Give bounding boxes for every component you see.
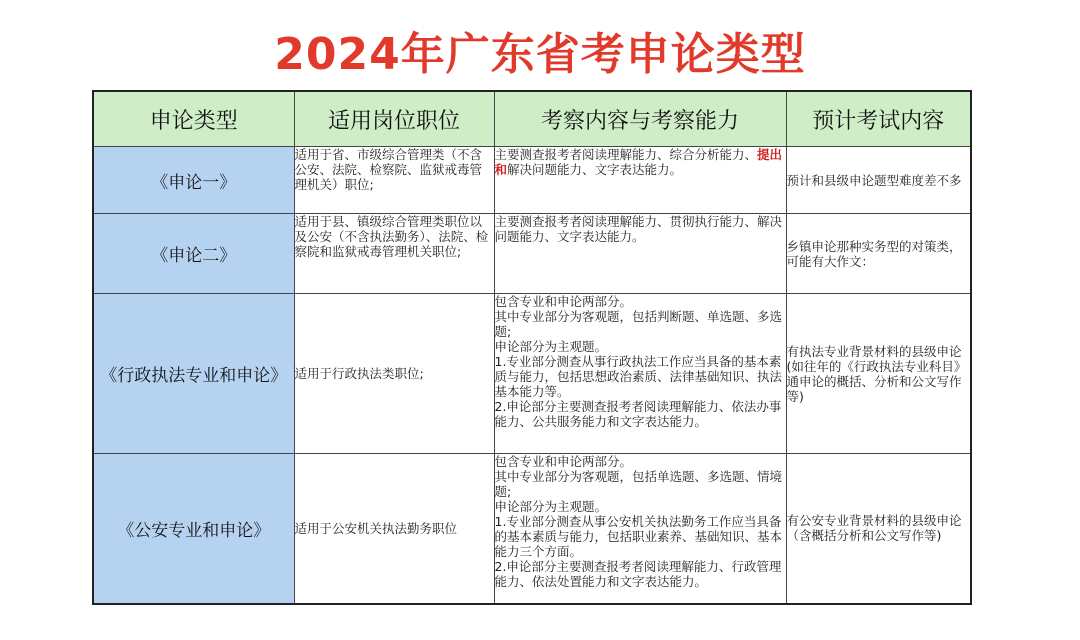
expected-cell: 有执法专业背景材料的县级申论(如往年的《行政执法专业科目》通申论的概括、分析和公文写作等) (786, 294, 971, 454)
content-cell (494, 147, 786, 214)
table-row (93, 294, 971, 454)
content-line: 包含专业和申论两部分。 (494, 294, 633, 309)
exam-type-table (92, 90, 972, 605)
exam-type-cell: 《公安专业和申论》 (93, 454, 294, 604)
content-cell: 主要测查报考者阅读理解能力、贯彻执行能力、解决问题能力、文字表达能力。 (494, 214, 786, 294)
content-line: 申论部分为主观题。 (494, 499, 608, 514)
header-expected-content: 预计考试内容 (786, 91, 971, 147)
page-title: 2024年广东省考申论类型 (274, 29, 806, 80)
content-line: 2.申论部分主要测查报考者阅读理解能力、行政管理能力、依法处置能力和文字表达能力。 (494, 559, 782, 589)
header-exam-type: 申论类型 (93, 91, 294, 147)
table-header-row (93, 91, 971, 147)
content-text: 主要测查报考者阅读理解能力、综合分析能力、 (494, 147, 758, 162)
table-row (93, 214, 971, 294)
header-positions: 适用岗位职位 (294, 91, 494, 147)
expected-cell: 预计和县级申论题型难度差不多 (786, 147, 971, 214)
positions-cell: 适用于省、市级综合管理类（不含公安、法院、检察院、监狱戒毒管理机关）职位; (294, 147, 494, 214)
positions-cell: 适用于行政执法类职位; (294, 294, 494, 454)
exam-type-cell: 《申论二》 (93, 214, 294, 294)
positions-cell: 适用于公安机关执法勤务职位 (294, 454, 494, 604)
exam-type-cell: 《行政执法专业和申论》 (93, 294, 294, 454)
content-highlight: 提出和 (494, 147, 783, 177)
content-cell (494, 294, 786, 454)
content-text: 解决问题能力、文字表达能力。 (507, 162, 683, 177)
content-line: 申论部分为主观题。 (494, 339, 608, 354)
content-line: 包含专业和申论两部分。 (494, 454, 633, 469)
content-line: 2.申论部分主要测查报考者阅读理解能力、依法办事能力、公共服务能力和文字表达能力。 (494, 399, 782, 429)
content-line: 1.专业部分测查从事行政执法工作应当具备的基本素质与能力，包括思想政治素质、法律基础知识、执法基本能力等。 (494, 354, 783, 399)
table-row (93, 454, 971, 604)
header-content-ability: 考察内容与考察能力 (494, 91, 786, 147)
expected-cell: 有公安专业背景材料的县级申论（含概括分析和公文写作等) (786, 454, 971, 604)
table-row (93, 147, 971, 214)
content-line: 其中专业部分为客观题，包括判断题、单选题、多选题; (494, 309, 783, 339)
expected-cell: 乡镇申论那种实务型的对策类，可能有大作文： (786, 214, 971, 294)
content-cell (494, 454, 786, 604)
content-line: 1.专业部分测查从事公安机关执法勤务工作应当具备的基本素质与能力，包括职业素养、基础知识、基本能力三个方面。 (494, 514, 783, 559)
positions-cell: 适用于县、镇级综合管理类职位以及公安（不含执法勤务）、法院、检察院和监狱戒毒管理机关职位; (294, 214, 494, 294)
content-line: 其中专业部分为客观题，包括单选题、多选题、情境题; (494, 469, 783, 499)
exam-type-cell: 《申论一》 (93, 147, 294, 214)
